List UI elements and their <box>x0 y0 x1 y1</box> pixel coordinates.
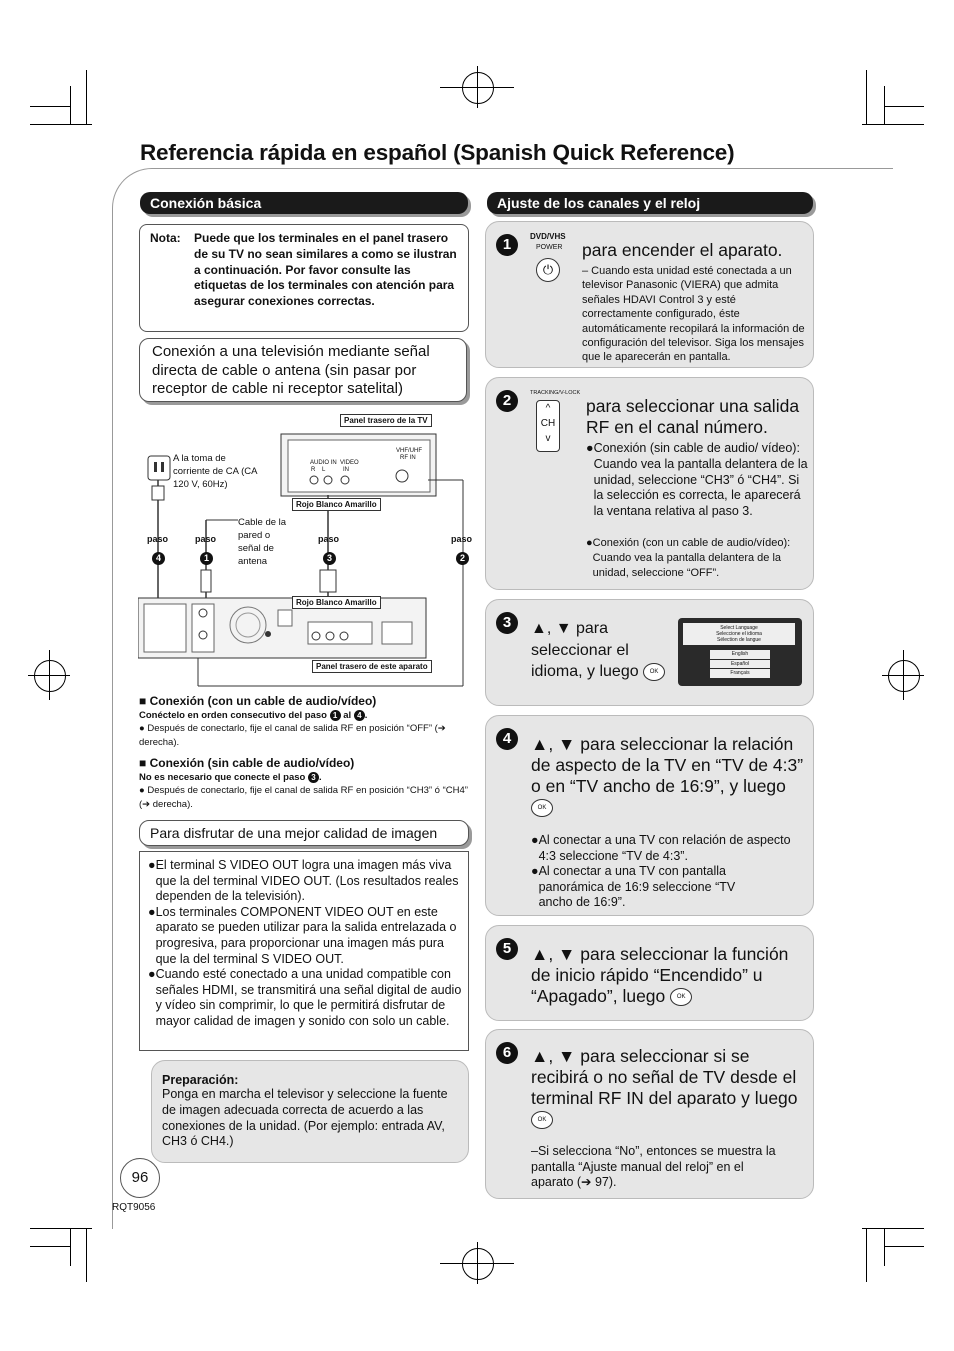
step6-detail: –Si selecciona “No”, entonces se muestra la pantalla “Ajuste manual del reloj” en el aparato (➔ 97). <box>531 1144 776 1189</box>
registration-mark-bottom <box>462 1248 494 1280</box>
screen-title-1: Select Language <box>720 625 758 631</box>
screen-title-2: Seleccione el idioma <box>716 631 762 637</box>
ok-button-icon: OK <box>531 799 553 817</box>
colors-top-label: Rojo Blanco Amarillo <box>292 498 381 511</box>
step6-main: ▲, ▼ para seleccionar si se recibirá o no señal de TV desde el terminal RF IN del aparato y luego OK <box>531 1046 809 1130</box>
step-number-1: 1 <box>496 234 518 256</box>
quality-list-box <box>139 851 469 1051</box>
tv-video: VIDEO <box>340 460 359 466</box>
step-6-box <box>485 1029 814 1199</box>
section-header-basic-connection: Conexión básica <box>140 192 468 214</box>
connection-title-box <box>139 338 467 402</box>
tv-panel-label: Panel trasero de la TV <box>340 414 432 427</box>
conn-noav-sub: No es necesario que conecte el paso <box>139 772 306 783</box>
screen-option-francais: Français <box>710 669 770 678</box>
square-bullet-icon: ■ <box>139 756 147 770</box>
screen-title-3: Sélection de langue <box>717 637 761 643</box>
step1-detail: – Cuando esta unidad esté conectada a un televisor Panasonic (VIERA) que admita señales HDAVI Control 3 y esté correctamente configurado, éste automáticamente recopilará la información de configuración del televisor. Siga los mensajes que le aparecerán en pantalla. <box>582 265 805 364</box>
note-text: Puede que los terminales en el panel trasero de su TV no sean similares a como se ilustran a continuación. Por favor consulte las etiquetas de los terminales con atención para asegurar conexiones correctas. <box>194 231 457 309</box>
paso-label-3: paso <box>318 534 340 544</box>
ok-button-icon: OK <box>531 1111 553 1129</box>
power-label: POWER <box>536 244 563 251</box>
paso-number-1: 1 <box>200 552 213 565</box>
step4-main: ▲, ▼ para seleccionar la relación de aspecto de la TV en “TV de 4:3” o en “TV ancho de 16:9”, y luego OK <box>531 734 809 818</box>
step-number-3: 3 <box>496 612 518 634</box>
language-screen <box>678 618 802 686</box>
step5-main: ▲, ▼ para seleccionar la función de inicio rápido “Encendido” u “Apagado”, luego OK <box>531 944 789 1006</box>
connection-title: Conexión a una televisión mediante señal directa de cable o antena (sin pasar por receptor de cable ni receptor satelital) <box>152 343 430 397</box>
power-button-icon: ⏻ <box>536 258 560 282</box>
prep-title: Preparación: <box>162 1073 239 1087</box>
step-number-4: 4 <box>496 728 518 750</box>
chevron-down-icon: v <box>545 433 551 444</box>
note-label: Nota: <box>150 231 181 245</box>
paso-label-2: paso <box>451 534 473 544</box>
step-2-box <box>485 377 814 590</box>
conn-av-sub-al: al <box>343 710 352 721</box>
dvd-vhs-label: DVD/VHS <box>530 232 566 241</box>
page-title: Referencia rápida en español (Spanish Quick Reference) <box>140 140 735 165</box>
paso-number-3: 3 <box>323 552 336 565</box>
quality-bullet-2: ● Los terminales COMPONENT VIDEO OUT en este aparato se pueden utilizar para la salida entrelazada o progresiva, para proporcionar una imagen más pura que la del terminal S VIDEO OUT. <box>148 904 457 966</box>
ok-button-icon: OK <box>670 988 692 1006</box>
outlet-text: A la toma de corriente de CA (CA 120 V, 60Hz) <box>173 453 257 490</box>
ch-label: CH <box>540 418 556 429</box>
step-circle-3: 3 <box>308 772 319 783</box>
conn-noav-title: Conexión (sin cable de audio/vídeo) <box>149 756 355 770</box>
page-number: 96 <box>120 1158 160 1198</box>
preparation-box <box>151 1060 469 1163</box>
step-5-box <box>485 925 814 1021</box>
square-bullet-icon: ■ <box>139 694 147 708</box>
tv-rfin: RF IN <box>400 455 416 461</box>
step1-main: para encender el aparato. <box>582 240 783 260</box>
cable-text: Cable de la pared o señal de antena <box>238 517 287 567</box>
unit-panel-label: Panel trasero de este aparato <box>312 660 432 673</box>
step-number-2: 2 <box>496 390 518 412</box>
chevron-up-icon: ^ <box>545 403 551 414</box>
step-3-box <box>485 599 814 706</box>
doc-code: RQT9056 <box>112 1202 156 1213</box>
ch-button-icon <box>536 400 560 452</box>
colors-bottom-label: Rojo Blanco Amarillo <box>292 596 381 609</box>
conn-noav-section: ■ Conexión (sin cable de audio/vídeo) No es necesario que conecte el paso 3 . ● Después de conectarlo, fije el canal de salida RF en posición “CH3” ó “CH4” (➔ derecha). <box>139 756 468 810</box>
step-circle-4: 4 <box>354 710 365 721</box>
conn-av-title: Conexión (con un cable de audio/vídeo) <box>149 694 377 708</box>
step-number-5: 5 <box>496 938 518 960</box>
screen-option-espanol: Español <box>710 660 770 669</box>
section-header-channels-clock: Ajuste de los canales y el reloj <box>487 192 813 214</box>
prep-text: Ponga en marcha el televisor y seleccione la fuente de imagen adecuada correcta de acuerdo a las conexiones de la unidad. (Por ejemplo: entrada AV, CH3 ó CH4.) <box>162 1087 448 1149</box>
tracking-label: TRACKING/V-LOCK <box>530 390 581 396</box>
tv-audio-in: AUDIO IN <box>310 460 337 466</box>
quality-bullet-1: ● El terminal S VIDEO OUT logra una imagen más viva que la del terminal VIDEO OUT. (Los resultados reales dependen de la televisión). <box>148 858 459 904</box>
step2-main: para seleccionar una salida RF en el canal número. <box>586 396 800 437</box>
paso-label-4: paso <box>147 534 169 544</box>
step-1-box <box>485 221 814 368</box>
conn-av-sub: Conéctelo en orden consecutivo del paso <box>139 710 327 721</box>
connection-diagram <box>138 410 473 692</box>
conn-av-bullet: Después de conectarlo, fije el canal de salida RF en posición “OFF” (➔ derecha). <box>139 723 446 748</box>
step-4-box <box>485 715 814 916</box>
paso-number-2: 2 <box>456 552 469 565</box>
tv-vhf: VHF/UHF <box>396 448 422 454</box>
step2-bullet2: ● Conexión (con un cable de audio/vídeo): Cuando vea la pantalla delantera de la unidad, seleccione “OFF”. <box>586 537 791 579</box>
conn-av-section: ■ Conexión (con un cable de audio/vídeo) Conéctelo en orden consecutivo del paso 1 al 4 . ● Después de conectarlo, fije el canal de salida RF en posición “OFF” (➔ derecha). <box>139 694 446 748</box>
quality-title-box <box>139 820 469 846</box>
step-number-6: 6 <box>496 1042 518 1064</box>
screen-option-english: English <box>710 650 770 659</box>
registration-mark-top <box>462 72 494 104</box>
step4-bullet2: ● Al conectar a una TV con pantalla panorámica de 16:9 seleccione “TV ancho de 16:9”. <box>531 864 736 909</box>
ok-button-icon: OK <box>643 663 665 681</box>
tv-audio-rl: R L <box>311 467 326 473</box>
step3-main: ▲, ▼ para seleccionar el idioma, y luego OK <box>531 618 679 683</box>
registration-mark-left <box>34 660 66 692</box>
note-box <box>139 224 469 332</box>
paso-number-4: 4 <box>152 552 165 565</box>
paso-label-1: paso <box>195 534 217 544</box>
step4-bullet1: ● Al conectar a una TV con relación de aspecto 4:3 seleccione “TV de 4:3”. <box>531 833 791 863</box>
step2-bullet1: ● Conexión (sin cable de audio/ vídeo): Cuando vea la pantalla delantera de la unidad, seleccione “CH3” ó “CH4”. Si la selección es correcta, le aparecerá la ventana relativa al paso 3. <box>586 441 808 519</box>
conn-noav-bullet: Después de conectarlo, fije el canal de salida RF en posición “CH3” ó “CH4” (➔ derecha). <box>139 785 468 810</box>
quality-title: Para disfrutar de una mejor calidad de imagen <box>150 825 438 841</box>
step-circle-1: 1 <box>330 710 341 721</box>
quality-bullet-3: ● Cuando esté conectado a una unidad compatible con señales HDMI, se transmitirá una señal digital de audio y vídeo sin comprimir, lo que le permitirá disfrutar de mayor calidad de imagen y sonido con solo un cable. <box>148 967 462 1028</box>
tv-in: IN <box>343 467 349 473</box>
